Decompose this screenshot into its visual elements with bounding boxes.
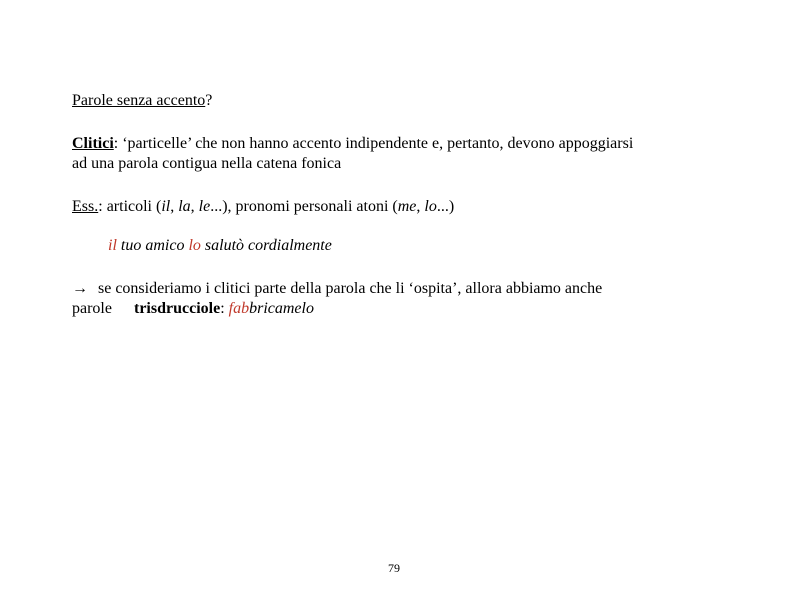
sentence-part-2: salutò cordialmente [200,237,332,254]
examples-line [72,197,454,217]
page-number: 79 [388,561,400,575]
definition-line-1 [72,134,633,154]
right-arrow-icon: → [72,280,88,297]
example-lo: lo [424,198,437,215]
example-il: il [161,198,171,215]
definition-term: Clitici [72,135,114,152]
example-la: la [178,198,191,215]
definition-line-2 [72,154,341,174]
heading-suffix: ? [205,92,213,109]
note-text-1: se consideriamo i clitici parte della parola che li ‘ospita’, allora abbiamo anche [98,280,603,297]
example-word [229,300,314,317]
example-word-stressed: fab [228,300,250,317]
examples-comma-3: , [416,198,425,215]
sentence-clitic-lo: lo [188,237,201,254]
example-me: me [397,198,417,215]
examples-text-2: ...), pronomi personali atoni ( [210,198,398,215]
examples-label: Ess. [72,198,99,215]
examples-text-3: ...) [436,198,455,215]
note-line-1 [72,279,602,299]
sentence-clitic-il: il [108,237,117,254]
examples-comma-2: , [190,198,199,215]
example-word-rest: bricamelo [249,300,314,317]
sentence-part-1: tuo amico [116,237,189,254]
note-text-2: parole [72,300,112,317]
examples-comma-1: , [170,198,179,215]
definition-text-2: ad una parola contigua nella catena fonica [72,155,342,172]
definition-text-1: ‘particelle’ che non hanno accento indipendente e, pertanto, devono appoggiarsi [118,135,634,152]
note-colon: : [220,300,229,317]
note-line-2 [72,299,314,319]
example-le: le [198,198,211,215]
heading-text: Parole senza accento [72,92,206,109]
definition-colon: : [113,135,119,152]
examples-text-1: articoli ( [102,198,162,215]
examples-colon: : [98,198,103,215]
example-sentence [108,236,332,256]
section-heading [72,91,212,111]
note-term: trisdrucciole [133,300,221,317]
